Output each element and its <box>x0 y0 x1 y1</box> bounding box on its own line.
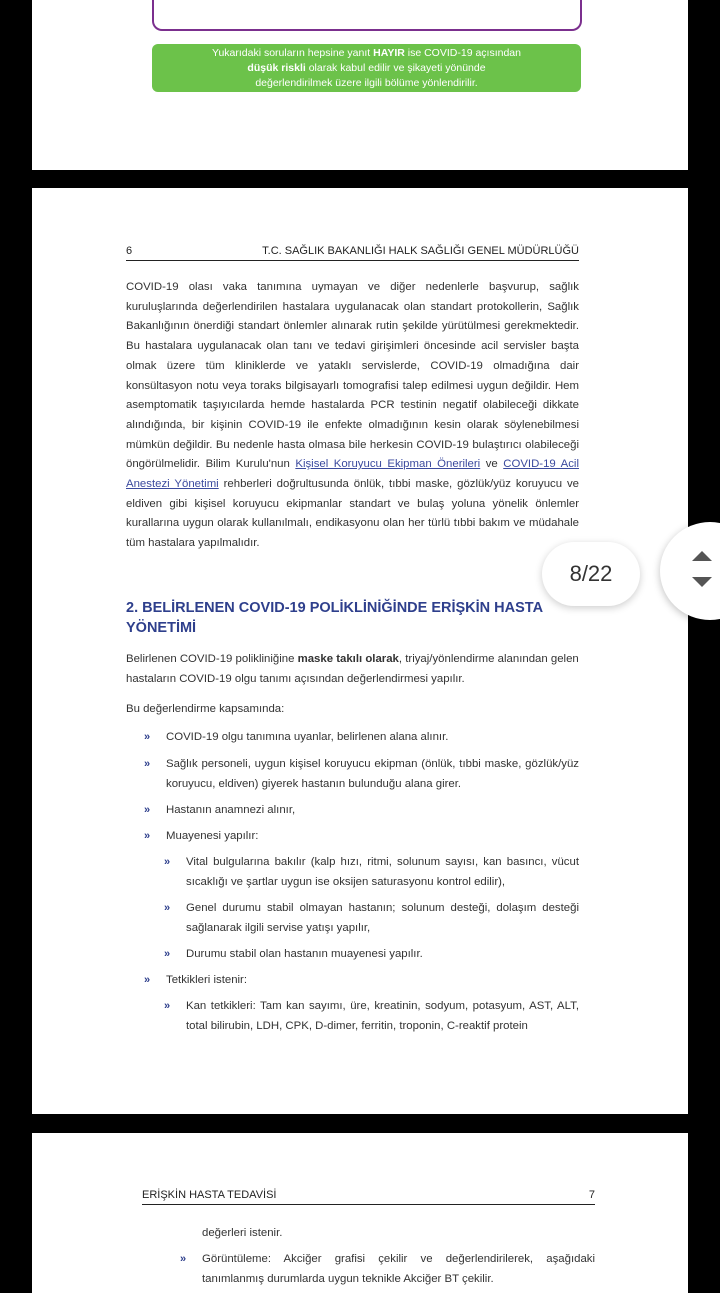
high-risk-callout <box>152 0 582 31</box>
page-number: 6 <box>126 245 133 257</box>
sub-list-item: » Durumu stabil olan hastanın muayenesi yapılır. <box>186 944 579 964</box>
document-page-6 <box>32 188 688 1114</box>
sub-list-item: » Genel durumu stabil olmayan hastanın; solunum desteği, dolaşım desteği sağlanarak ilgili servise yatışı yapılır, <box>186 898 579 938</box>
chevron-icon: » <box>164 1000 171 1012</box>
scope-paragraph: Bu değerlendirme kapsamında: <box>126 703 285 715</box>
list-item: » COVID-19 olgu tanımına uyanlar, belirlenen alana alınır. <box>166 727 579 747</box>
chevron-icon: » <box>164 948 171 960</box>
chevron-icon: » <box>144 830 151 842</box>
header-title: T.C. SAĞLIK BAKANLIĞI HALK SAĞLIĞI GENEL MÜDÜRLÜĞÜ <box>262 245 579 257</box>
chevron-icon: » <box>164 902 171 914</box>
document-page-7 <box>32 1133 688 1293</box>
kke-guideline-link[interactable]: Kişisel Koruyucu Ekipman Önerileri <box>295 458 481 471</box>
page-indicator: 8/22 <box>542 542 640 606</box>
list-item: » Muayenesi yapılır: <box>166 826 579 846</box>
high-risk-text <box>282 0 572 2</box>
low-risk-callout: Yukarıdaki soruların hepsine yanıt HAYIR ise COVID-19 açısından düşük riskli olarak kabul edilir ve şikayeti yönünde değerlendirilmek üzere ilgili bölüme yönlendirilir. <box>152 44 581 92</box>
list-item: » Görüntüleme: Akciğer grafisi çekilir ve değerlendirilerek, aşağıdaki tanımlanmış durumlarda uygun teknikle Akciğer BT çekilir. <box>202 1249 595 1289</box>
chevron-icon: » <box>144 804 151 816</box>
intro-paragraph: COVID-19 olası vaka tanımına uymayan ve diğer nedenlerle başvurup, sağlık kuruluşlarında değerlendirilen hastalara uygulanacak olan standart protokollerin, Sağlık Bakanlığının önerdiği standart önlemler alınarak rutin şekilde yürütülmesi gerekmektedir. Bu hastalara uygulanacak olan tanı ve tedavi girişimleri öncesinde acil servisler başta olmak üzere tüm kliniklerde ve yataklı servislerde, COVID-19 olmadığına dair konsültasyon notu veya toraks bilgisayarlı tomografisi talep edilmesi uygun değildir. Hem asemptomatik taşıyıcılarda hemde hastalarda PCR testinin negatif olabileceği dikkate alındığında, bir kişinin COVID-19 ile enfekte olmadığının kesin olarak söylenebilmesi mümkün değildir. Bu nedenle hasta olmasa bile herkesin COVID-19 bulaştırıcı olabileceği öngörülmelidir. Bilim Kurulu'nun Kişisel Koruyucu Ekipman Önerileri ve COVID-19 Acil Anestezi Yönetimi rehberleri doğrultusunda önlük, tıbbi maske, gözlük/yüz koruyucu ve eldiven gibi kişisel koruyucu ekipmanlar standart ve bulaş yoluna yönelik önlemler kurallarına uygun olarak kullanılmalı, endikasyonu olan her türlü tıbbi bakım ve müdahale tüm hastalara yapılmalıdır. <box>126 281 579 550</box>
page-header <box>142 1188 595 1205</box>
section-title: 2. BELİRLENEN COVID-19 POLİKLİNİĞİNDE ERİŞKİN HASTA YÖNETİMİ <box>126 600 543 636</box>
header-title: ERİŞKİN HASTA TEDAVİSİ <box>142 1189 277 1201</box>
policlinic-paragraph: Belirlenen COVID-19 polikliniğine maske takılı olarak, triyaj/yönlendirme alanından gelen hastaların COVID-19 olgu tanımı açısından değerlendirmesi yapılır. <box>126 653 579 685</box>
page-header <box>126 244 579 261</box>
arrow-down-icon[interactable] <box>692 577 712 587</box>
list-item: » Sağlık personeli, uygun kişisel koruyucu ekipman (önlük, tıbbi maske, gözlük/yüz koruyucu, eldiven) giyerek hastanın bulunduğu alana girer. <box>166 754 579 794</box>
sub-list-item: » Kan tetkikleri: Tam kan sayımı, üre, kreatinin, sodyum, potasyum, AST, ALT, total bilirubin, LDH, CPK, D-dimer, ferritin, troponin, C-reaktif protein <box>186 996 579 1036</box>
chevron-icon: » <box>144 731 151 743</box>
chevron-icon: » <box>144 758 151 770</box>
page-number: 7 <box>588 1189 595 1201</box>
arrow-up-icon[interactable] <box>692 551 712 561</box>
sub-list-item: » Vital bulgularına bakılır (kalp hızı, ritmi, solunum sayısı, kan basıncı, vücut sıcaklığı ve şartlar uygun ise oksijen saturasyonu kontrol edilir), <box>186 852 579 892</box>
chevron-icon: » <box>144 974 151 986</box>
document-page-5 <box>32 0 688 170</box>
anesthesia-guideline-link[interactable]: COVID-19 Acil Anestezi Yönetimi <box>126 458 579 491</box>
chevron-icon: » <box>164 856 171 868</box>
list-item: » Tetkikleri istenir: <box>166 970 579 990</box>
chevron-icon: » <box>180 1253 187 1265</box>
list-item: » Hastanın anamnezi alınır, <box>166 800 579 820</box>
continued-text: değerleri istenir. <box>202 1227 283 1239</box>
